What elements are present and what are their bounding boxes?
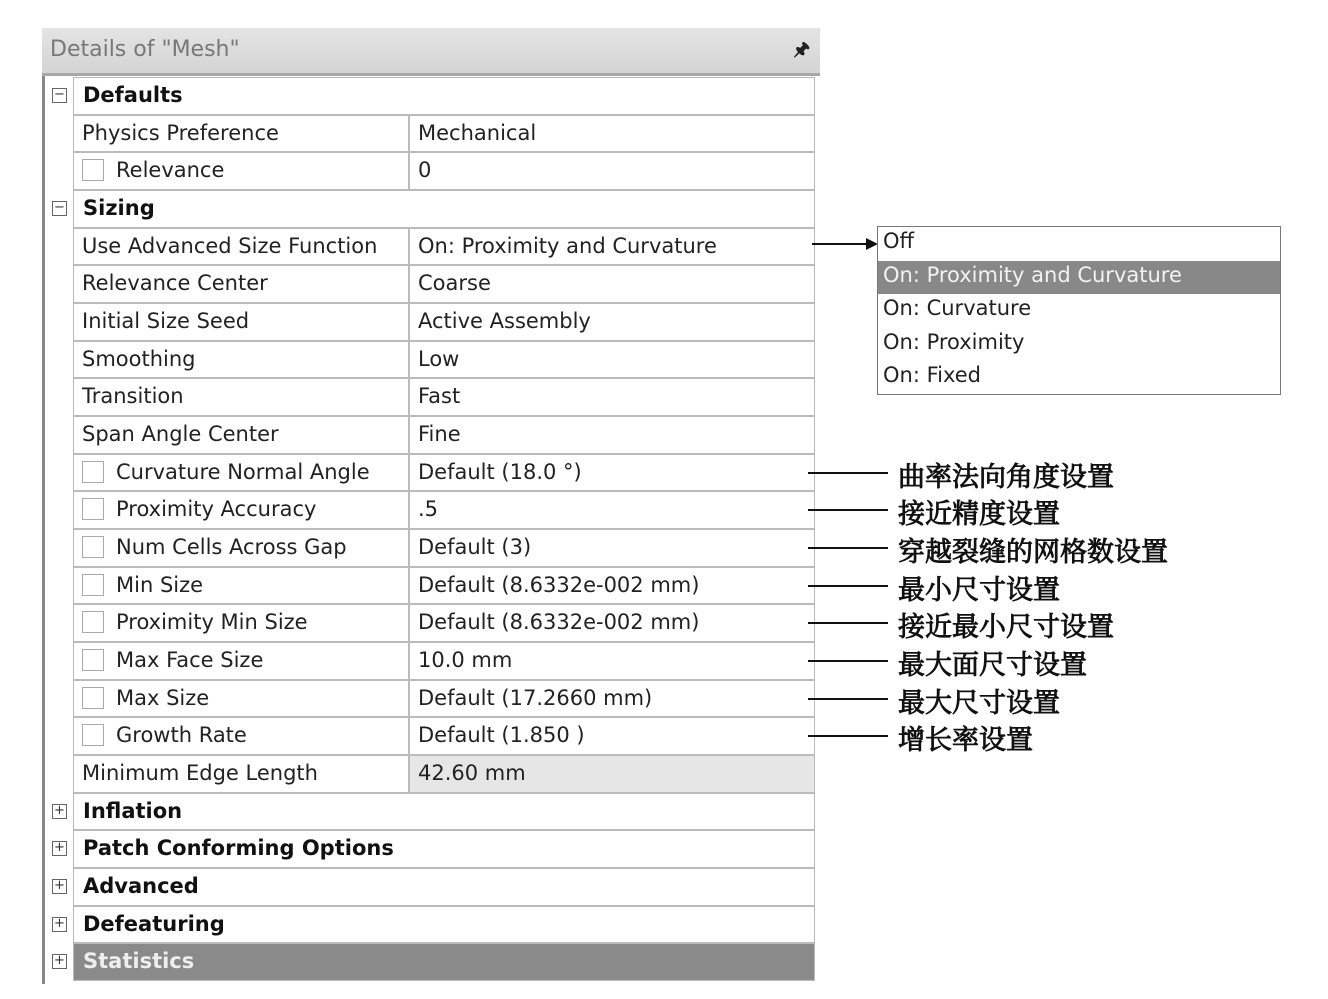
annotation-text: 最大面尺寸设置 (898, 649, 1087, 681)
annotation-text: 穿越裂缝的网格数设置 (898, 536, 1168, 568)
annotation-text: 接近最小尺寸设置 (898, 612, 1114, 644)
property-row[interactable] (42, 529, 820, 567)
property-name (73, 115, 409, 153)
annotation-text: 接近精度设置 (898, 499, 1060, 531)
property-name-text: Num Cells Across Gap (116, 535, 347, 560)
property-row[interactable] (42, 228, 820, 266)
property-value[interactable]: Default (8.6332e-002 mm) (409, 604, 815, 642)
property-row[interactable] (42, 152, 820, 190)
property-row[interactable] (42, 717, 820, 755)
property-name-text: Initial Size Seed (82, 309, 250, 334)
property-name (73, 491, 409, 529)
expand-icon[interactable]: + (52, 804, 67, 819)
property-value[interactable]: On: Proximity and Curvature (409, 228, 815, 266)
property-name (73, 567, 409, 605)
category-label[interactable]: Advanced (73, 868, 815, 906)
panel-title: Details of "Mesh" (50, 37, 240, 62)
property-name (73, 303, 409, 341)
parameter-checkbox[interactable] (82, 687, 104, 709)
annotation-text: 最小尺寸设置 (898, 574, 1060, 606)
property-value[interactable]: Default (17.2660 mm) (409, 680, 815, 718)
category-label[interactable]: Sizing (73, 190, 815, 228)
property-name-text: Physics Preference (82, 120, 279, 145)
pin-icon[interactable]: 🖈︎ (793, 39, 810, 60)
annotation-text: 最大尺寸设置 (898, 687, 1060, 719)
parameter-checkbox[interactable] (82, 498, 104, 520)
property-value[interactable]: Low (409, 341, 815, 379)
leader-line (808, 585, 888, 587)
property-row[interactable] (42, 416, 820, 454)
parameter-checkbox[interactable] (82, 724, 104, 746)
property-name-text: Max Face Size (116, 648, 264, 673)
collapse-icon[interactable]: − (52, 201, 67, 216)
property-value[interactable]: Coarse (409, 265, 815, 303)
property-name (73, 454, 409, 492)
property-name (73, 717, 409, 755)
property-name-text: Span Angle Center (82, 422, 279, 447)
category-label[interactable]: Inflation (73, 793, 815, 831)
expand-icon[interactable]: + (52, 879, 67, 894)
property-row[interactable] (42, 642, 820, 680)
property-name (73, 416, 409, 454)
property-name-text: Relevance (116, 158, 225, 183)
property-name (73, 642, 409, 680)
property-value[interactable]: Mechanical (409, 115, 815, 153)
parameter-checkbox[interactable] (82, 159, 104, 181)
property-value[interactable]: Fine (409, 416, 815, 454)
property-name-text: Growth Rate (116, 723, 247, 748)
category-inflation[interactable] (42, 793, 820, 831)
panel-header (42, 28, 820, 76)
property-row[interactable] (42, 755, 820, 793)
property-name-text: Smoothing (82, 346, 196, 371)
property-name (73, 265, 409, 303)
category-label[interactable]: Patch Conforming Options (73, 830, 815, 868)
property-value[interactable]: Active Assembly (409, 303, 815, 341)
collapse-icon[interactable]: − (52, 88, 67, 103)
property-name (73, 680, 409, 718)
property-value: 42.60 mm (409, 755, 815, 793)
property-name (73, 604, 409, 642)
property-value[interactable]: Default (3) (409, 529, 815, 567)
leader-line (808, 472, 888, 474)
property-value[interactable]: Default (8.6332e-002 mm) (409, 567, 815, 605)
category-patch-conforming-options[interactable] (42, 830, 820, 868)
property-name (73, 755, 409, 793)
property-row[interactable] (42, 567, 820, 605)
property-name-text: Relevance Center (82, 271, 268, 296)
annotation-text: 增长率设置 (898, 725, 1033, 757)
leader-line (808, 698, 888, 700)
property-row[interactable] (42, 680, 820, 718)
details-panel (42, 28, 820, 984)
property-row[interactable] (42, 265, 820, 303)
property-row[interactable] (42, 454, 820, 492)
property-name (73, 228, 409, 266)
dropdown-option[interactable]: On: Proximity (883, 329, 1025, 354)
category-sizing[interactable] (42, 190, 820, 228)
property-name-text: Use Advanced Size Function (82, 233, 378, 258)
annotation-text: 曲率法向角度设置 (898, 461, 1114, 493)
category-defeaturing[interactable] (42, 906, 820, 944)
property-name (73, 378, 409, 416)
dropdown-option[interactable]: On: Proximity and Curvature (878, 261, 1280, 295)
parameter-checkbox[interactable] (82, 649, 104, 671)
leader-line (808, 660, 888, 662)
arrow-icon (812, 243, 872, 245)
leader-line (808, 622, 888, 624)
expand-icon[interactable]: + (52, 841, 67, 856)
property-row[interactable] (42, 115, 820, 153)
category-defaults[interactable] (42, 77, 820, 115)
category-label[interactable]: Defaults (73, 77, 815, 115)
property-row[interactable] (42, 378, 820, 416)
property-name-text: Proximity Accuracy (116, 497, 317, 522)
expand-icon[interactable]: + (52, 917, 67, 932)
property-value[interactable]: 10.0 mm (409, 642, 815, 680)
property-name (73, 152, 409, 190)
parameter-checkbox[interactable] (82, 461, 104, 483)
property-row[interactable] (42, 604, 820, 642)
property-name-text: Max Size (116, 685, 210, 710)
dropdown-option[interactable]: Off (883, 229, 914, 253)
property-name-text: Transition (82, 384, 184, 409)
dropdown-option[interactable]: On: Fixed (883, 363, 982, 387)
leader-line (808, 509, 888, 511)
category-label[interactable]: Defeaturing (73, 906, 815, 944)
property-value[interactable]: Default (18.0 °) (409, 454, 815, 492)
property-row[interactable] (42, 303, 820, 341)
property-name-text: Min Size (116, 572, 204, 597)
property-name (73, 529, 409, 567)
property-row[interactable] (42, 341, 820, 379)
leader-line (808, 547, 888, 549)
parameter-checkbox[interactable] (82, 611, 104, 633)
property-value[interactable]: 0 (409, 152, 815, 190)
property-value[interactable]: .5 (409, 491, 815, 529)
parameter-checkbox[interactable] (82, 574, 104, 596)
property-row[interactable] (42, 491, 820, 529)
dropdown-option[interactable]: On: Curvature (883, 296, 1032, 320)
leader-line (808, 735, 888, 737)
expand-icon[interactable]: + (52, 954, 67, 969)
size-function-dropdown-list[interactable] (877, 226, 1281, 395)
property-value[interactable]: Default (1.850 ) (409, 717, 815, 755)
property-name (73, 341, 409, 379)
property-name-text: Proximity Min Size (116, 610, 308, 635)
category-advanced[interactable] (42, 868, 820, 906)
property-name-text: Curvature Normal Angle (116, 459, 370, 484)
property-name-text: Minimum Edge Length (82, 761, 318, 786)
property-value[interactable]: Fast (409, 378, 815, 416)
category-label[interactable]: Statistics (73, 943, 815, 981)
category-statistics[interactable] (42, 943, 820, 981)
parameter-checkbox[interactable] (82, 536, 104, 558)
